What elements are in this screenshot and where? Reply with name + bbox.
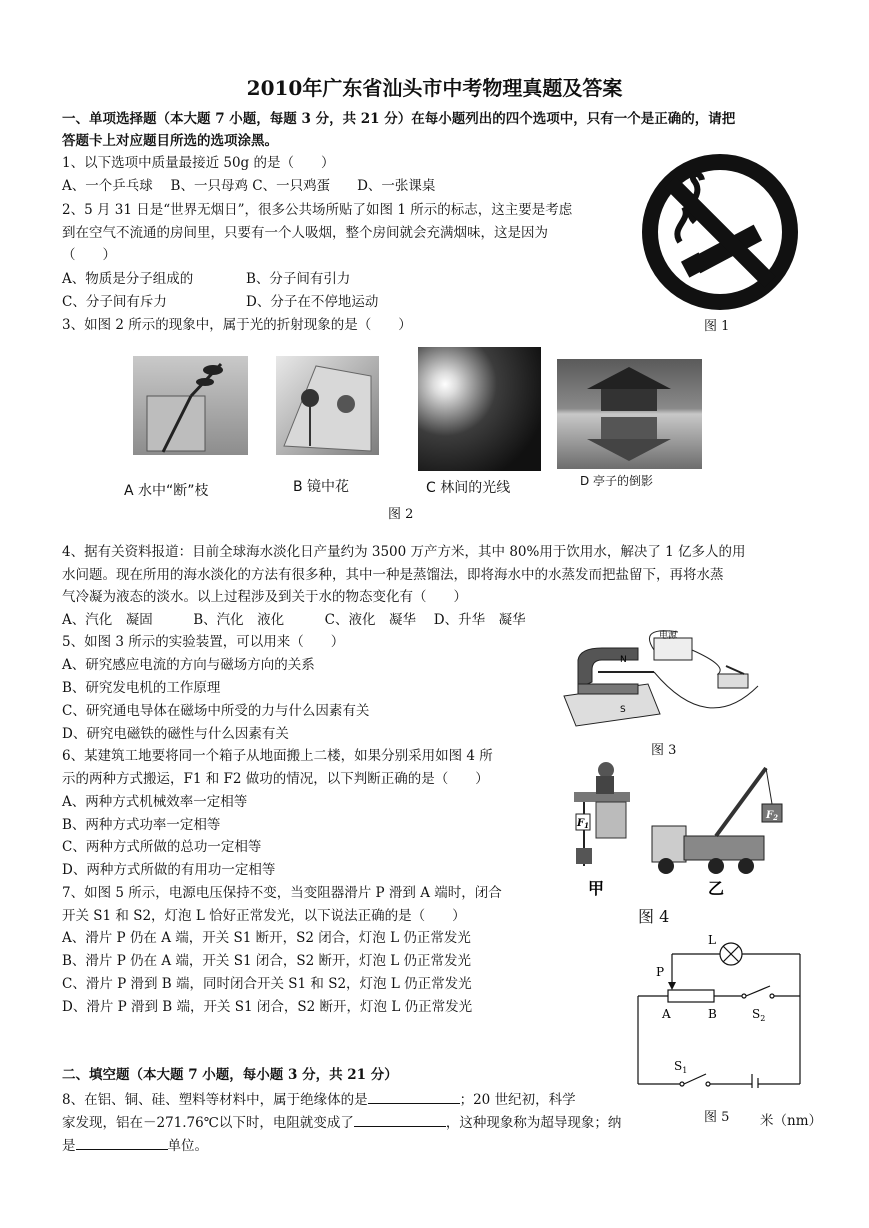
q7-stem-1: 7、如图 5 所示，电源电压保持不变，当变阻器滑片 P 滑到 A 端时，闭合	[62, 885, 502, 901]
photo-mirror-flower	[276, 356, 379, 455]
section2-heading: 二、填空题（本大题 7 小题，每小题 3 分，共 21 分）	[62, 1067, 398, 1083]
photo-broken-twig	[133, 356, 248, 455]
q8-blank-3[interactable]	[76, 1135, 168, 1150]
pavilion-icon	[557, 359, 702, 469]
q6-option-d: D、两种方式所做的有用功一定相等	[62, 862, 276, 878]
fig5-P-label: P	[656, 965, 665, 979]
photo-b-label: B 镜中花	[293, 479, 350, 495]
q8-part7: 单位。	[167, 1138, 208, 1154]
fig3-n-label: N	[620, 655, 627, 665]
q7-option-b: B、滑片 P 仍在 A 端，开关 S1 闭合，S2 断开，灯泡 L 仍正常发光	[62, 953, 472, 969]
photo-a-label: A 水中“断”枝	[124, 483, 209, 499]
q4-stem-1: 4、据有关资料报道：目前全球海水淡化日产量约为 3500 万产方米，其中 80%用于饮用水，解决了 1 亿多人的用	[62, 544, 746, 560]
q5-option-d: D、研究电磁铁的磁性与什么因素有关	[62, 726, 289, 742]
fig5-L-label: L	[708, 933, 716, 947]
q7-stem-2: 开关 S1 和 S2，灯泡 L 恰好正常发光，以下说法正确的是（ ）	[62, 908, 466, 924]
q6-option-b: B、两种方式功率一定相等	[62, 817, 221, 833]
fig4-f2-label: $F_2$	[766, 810, 778, 822]
fig4-caption: 图 4	[638, 907, 670, 926]
q1-options: A、一个乒乓球 B、一只母鸡 C、一只鸡蛋 D、一张课桌	[62, 178, 436, 194]
q8-part3: 家发现，铝在－271.76℃以下时，电阻就变成了	[62, 1115, 354, 1131]
fig4-f1-label: $F_1$	[577, 818, 589, 830]
fig5-S1-label: $S_1$	[674, 1059, 688, 1075]
q8-part1: 8、在铝、铜、硅、塑料等材料中，属于绝缘体的是	[62, 1092, 368, 1108]
fig5-B-label: B	[708, 1007, 717, 1021]
q2-option-c: C、分子间有斥力	[62, 294, 167, 310]
fig4-right-label: 乙	[708, 879, 725, 898]
q8-line-1	[62, 1089, 576, 1109]
q4-options: A、汽化 凝固 B、汽化 液化 C、液化 凝华 D、升华 凝华	[62, 612, 526, 628]
q8-blank-2[interactable]	[354, 1112, 446, 1127]
photo-pavilion-reflection	[557, 359, 702, 469]
photo-c-label: C 林间的光线	[426, 480, 511, 496]
q8-part5: 米（nm）	[760, 1113, 822, 1129]
fig5-S2-label: $S_2$	[752, 1007, 766, 1023]
q4-stem-2: 水问题。现在所用的海水淡化的方法有很多种，其中一种是蒸馏法，即将海水中的水蒸发而把盐留下，再将水蒸	[62, 567, 724, 583]
q8-part6: 是	[62, 1138, 76, 1154]
fig3-box-label: 电源	[659, 631, 678, 641]
q2-option-b: B、分子间有引力	[246, 271, 351, 287]
photo-forest-light	[418, 347, 541, 471]
page-title: 2010年广东省汕头市中考物理真题及答案	[246, 76, 623, 100]
section1-heading-line1: 一、单项选择题（本大题 7 小题，每题 3 分，共 21 分）在每小题列出的四个选项中，只有一个是正确的，请把	[62, 111, 736, 127]
q1-stem: 1、以下选项中质量最接近 50g 的是（ ）	[62, 155, 335, 171]
q6-stem-2: 示的两种方式搬运，F1 和 F2 做功的情况，以下判断正确的是（ ）	[62, 771, 489, 787]
q6-option-a: A、两种方式机械效率一定相等	[62, 794, 248, 810]
flower-mirror-icon	[276, 356, 379, 455]
q3-stem: 3、如图 2 所示的现象中，属于光的折射现象的是（ ）	[62, 317, 412, 333]
q2-option-d: D、分子在不停地运动	[246, 294, 379, 310]
q5-option-a: A、研究感应电流的方向与磁场方向的关系	[62, 657, 315, 673]
fig4-lifting	[566, 756, 796, 902]
q7-option-c: C、滑片 P 滑到 B 端，同时闭合开关 S1 和 S2，灯泡 L 仍正常发光	[62, 976, 472, 992]
fig5-circuit	[630, 928, 810, 1088]
q6-stem-1: 6、某建筑工地要将同一个箱子从地面搬上二楼，如果分别采用如图 4 所	[62, 748, 493, 764]
q8-line-3	[62, 1135, 208, 1155]
section1-heading-line2: 答题卡上对应题目所选的选项涂黑。	[62, 133, 278, 149]
q2-stem-2: 到在空气不流通的房间里，只要有一个人吸烟，整个房间就会充满烟味，这是因为	[62, 225, 548, 241]
q2-option-a: A、物质是分子组成的	[62, 271, 194, 287]
q8-part2: ；20 世纪初，科学	[459, 1092, 576, 1108]
q7-option-d: D、滑片 P 滑到 B 端，开关 S1 闭合，S2 断开，灯泡 L 仍正常发光	[62, 999, 473, 1015]
fig1-caption: 图 1	[704, 319, 730, 334]
q5-option-b: B、研究发电机的工作原理	[62, 680, 221, 696]
q5-option-c: C、研究通电导体在磁场中所受的力与什么因素有关	[62, 703, 370, 719]
q2-stem-1: 2、5 月 31 日是“世界无烟日”，很多公共场所贴了如图 1 所示的标志，这主要是考虑	[62, 202, 573, 218]
fig3-caption: 图 3	[651, 743, 677, 758]
no-smoking-sign	[640, 152, 800, 312]
q8-blank-1[interactable]	[368, 1089, 460, 1104]
fig5-A-label: A	[662, 1007, 671, 1021]
fig2-caption: 图 2	[388, 507, 414, 522]
q4-stem-3: 气冷凝为液态的淡水。以上过程涉及到关于水的物态变化有（ ）	[62, 589, 467, 605]
q8-part4: ，这种现象称为超导现象；纳	[445, 1115, 622, 1131]
fig3-apparatus	[558, 626, 778, 738]
photo-d-label: D 亭子的倒影	[580, 474, 654, 488]
q7-option-a: A、滑片 P 仍在 A 端，开关 S1 断开，S2 闭合，灯泡 L 仍正常发光	[62, 930, 471, 946]
q2-stem-3: （ ）	[62, 247, 116, 263]
q5-stem: 5、如图 3 所示的实验装置，可以用来（ ）	[62, 634, 345, 650]
q6-option-c: C、两种方式所做的总功一定相等	[62, 839, 262, 855]
fig3-s-label: S	[620, 705, 626, 715]
q8-line-2	[62, 1112, 621, 1132]
fig4-left-label: 甲	[588, 879, 605, 898]
fig5-caption: 图 5	[704, 1110, 730, 1125]
twig-in-water-icon	[133, 356, 248, 455]
